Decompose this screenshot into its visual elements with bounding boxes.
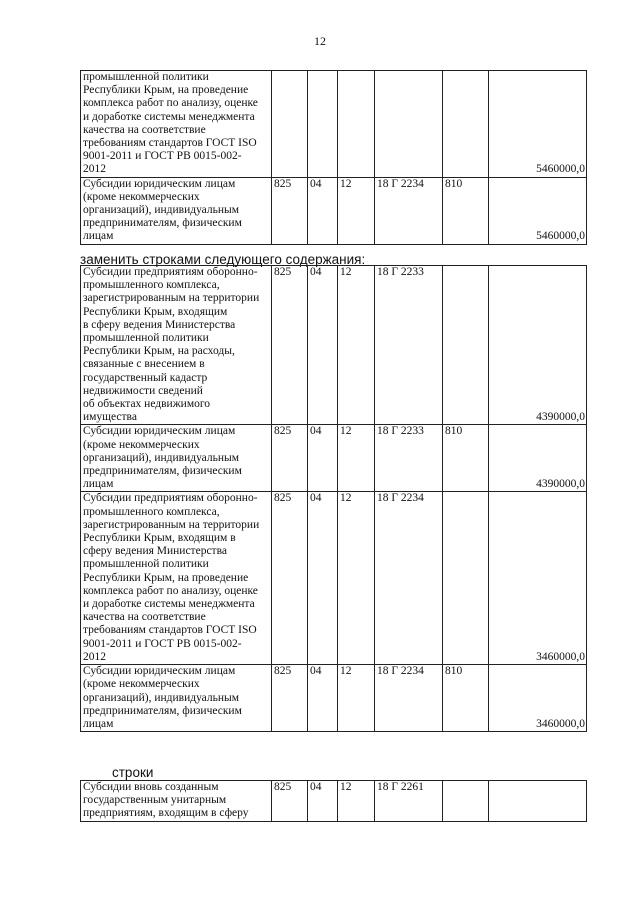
expense-type-cell: 810 bbox=[443, 425, 489, 492]
item-name-line: связанные с внесением в bbox=[83, 358, 205, 371]
grbs-code-cell: 825 bbox=[272, 266, 308, 425]
amount-cell: 4390000,0 bbox=[489, 266, 587, 425]
subsection-code-cell: 12 bbox=[338, 425, 375, 492]
target-article-cell: 18 Г 2234 bbox=[375, 177, 443, 244]
item-name-line: зарегистрированным на территории bbox=[83, 292, 260, 305]
item-name-line: Республики Крым, на проведение bbox=[83, 84, 249, 97]
grbs-code-cell: 825 bbox=[272, 781, 308, 822]
item-name-cell bbox=[81, 266, 272, 425]
item-name-line: 2012 bbox=[83, 650, 106, 663]
item-name-line: промышленной политики bbox=[83, 558, 209, 571]
amount-cell: 3460000,0 bbox=[489, 492, 587, 665]
table-row bbox=[81, 781, 587, 822]
item-name-line: лицам bbox=[83, 717, 114, 730]
section-code-cell: 04 bbox=[308, 425, 338, 492]
item-name-line: предприятиям, входящим в сферу bbox=[83, 807, 249, 820]
expense-type-cell bbox=[443, 71, 489, 178]
item-name-line: лицам bbox=[83, 478, 114, 491]
subsection-code-cell: 12 bbox=[338, 177, 375, 244]
amount-cell: 5460000,0 bbox=[489, 71, 587, 178]
item-name-cell bbox=[81, 425, 272, 492]
item-name-line: Субсидии юридическим лицам bbox=[83, 425, 236, 438]
section-code-cell: 04 bbox=[308, 665, 338, 732]
budget-table-replacement bbox=[80, 265, 587, 732]
item-name-line: сферу ведения Министерства bbox=[83, 545, 227, 558]
subsection-code-cell: 12 bbox=[338, 665, 375, 732]
section-code-cell: 04 bbox=[308, 781, 338, 822]
target-article-cell: 18 Г 2234 bbox=[375, 492, 443, 665]
expense-type-cell: 810 bbox=[443, 177, 489, 244]
item-name-line: (кроме некоммерческих bbox=[83, 190, 200, 203]
item-name-line: государственный кадастр bbox=[83, 371, 208, 384]
grbs-code-cell bbox=[272, 71, 308, 178]
item-name-line: предпринимателям, физическим bbox=[83, 217, 242, 230]
item-name-line: требованиям стандартов ГОСТ ISO bbox=[83, 624, 257, 637]
item-name-line: 9001-2011 и ГОСТ РВ 0015-002- bbox=[83, 637, 242, 650]
item-name-line: недвижимости сведений bbox=[83, 384, 203, 397]
expense-type-cell bbox=[443, 781, 489, 822]
item-name-line: организаций), индивидуальным bbox=[83, 691, 240, 704]
target-article-cell: 18 Г 2233 bbox=[375, 425, 443, 492]
item-name-line: комплекса работ по анализу, оценке bbox=[83, 584, 258, 597]
rows-instruction: строки bbox=[112, 765, 154, 780]
item-name-line: (кроме некоммерческих bbox=[83, 438, 200, 451]
item-name-line: лицам bbox=[83, 230, 114, 243]
item-name-line: промышленной политики bbox=[83, 332, 209, 345]
item-name-cell bbox=[81, 71, 272, 178]
item-name-line: (кроме некоммерческих bbox=[83, 678, 200, 691]
grbs-code-cell: 825 bbox=[272, 177, 308, 244]
item-name-line: Республики Крым, на расходы, bbox=[83, 345, 235, 358]
item-name-line: имущества bbox=[83, 411, 137, 424]
target-article-cell: 18 Г 2261 bbox=[375, 781, 443, 822]
item-name-line: качества на соответствие bbox=[83, 123, 206, 136]
item-name-line: Республики Крым, входящим в bbox=[83, 532, 236, 545]
section-code-cell: 04 bbox=[308, 177, 338, 244]
item-name-line: государственным унитарным bbox=[83, 794, 227, 807]
subsection-code-cell: 12 bbox=[338, 781, 375, 822]
amount-cell: 5460000,0 bbox=[489, 177, 587, 244]
item-name-line: промышленного комплекса, bbox=[83, 505, 220, 518]
item-name-line: и доработке системы менеджмента bbox=[83, 598, 255, 611]
amount-cell: 4390000,0 bbox=[489, 425, 587, 492]
target-article-cell: 18 Г 2234 bbox=[375, 665, 443, 732]
expense-type-cell: 810 bbox=[443, 665, 489, 732]
table-row bbox=[81, 492, 587, 665]
item-name-line: 2012 bbox=[83, 163, 106, 176]
subsection-code-cell: 12 bbox=[338, 266, 375, 425]
item-name-line: Субсидии юридическим лицам bbox=[83, 177, 236, 190]
item-name-line: Субсидии предприятиям оборонно- bbox=[83, 266, 258, 278]
item-name-line: 9001-2011 и ГОСТ РВ 0015-002- bbox=[83, 150, 242, 163]
item-name-line: Субсидии вновь созданным bbox=[83, 781, 219, 793]
item-name-line: промышленного комплекса, bbox=[83, 279, 220, 292]
subsection-code-cell: 12 bbox=[338, 492, 375, 665]
item-name-line: качества на соответствие bbox=[83, 611, 206, 624]
item-name-line: комплекса работ по анализу, оценке bbox=[83, 97, 258, 110]
table-row bbox=[81, 177, 587, 244]
table-row bbox=[81, 266, 587, 425]
amount-cell: 3460000,0 bbox=[489, 665, 587, 732]
grbs-code-cell: 825 bbox=[272, 492, 308, 665]
section-code-cell: 04 bbox=[308, 266, 338, 425]
item-name-line: Республики Крым, на проведение bbox=[83, 571, 249, 584]
expense-type-cell bbox=[443, 266, 489, 425]
item-name-line: организаций), индивидуальным bbox=[83, 204, 240, 217]
target-article-cell: 18 Г 2233 bbox=[375, 266, 443, 425]
budget-table-continued bbox=[80, 70, 587, 245]
item-name-line: Республики Крым, входящим bbox=[83, 305, 228, 318]
grbs-code-cell: 825 bbox=[272, 425, 308, 492]
item-name-line: требованиям стандартов ГОСТ ISO bbox=[83, 137, 257, 150]
item-name-line: и доработке системы менеджмента bbox=[83, 110, 255, 123]
expense-type-cell bbox=[443, 492, 489, 665]
item-name-line: предпринимателям, физическим bbox=[83, 465, 242, 478]
grbs-code-cell: 825 bbox=[272, 665, 308, 732]
item-name-line: организаций), индивидуальным bbox=[83, 451, 240, 464]
subsection-code-cell bbox=[338, 71, 375, 178]
section-code-cell bbox=[308, 71, 338, 178]
item-name-line: Субсидии юридическим лицам bbox=[83, 665, 236, 678]
target-article-cell bbox=[375, 71, 443, 178]
budget-table-next bbox=[80, 780, 587, 822]
item-name-line: предпринимателям, физическим bbox=[83, 704, 242, 717]
item-name-cell bbox=[81, 177, 272, 244]
page-number: 12 bbox=[314, 34, 326, 48]
item-name-line: об объектах недвижимого bbox=[83, 398, 211, 411]
table-row bbox=[81, 665, 587, 732]
item-name-line: в сферу ведения Министерства bbox=[83, 318, 236, 331]
table-row bbox=[81, 71, 587, 178]
item-name-line: Субсидии предприятиям оборонно- bbox=[83, 492, 258, 505]
item-name-cell bbox=[81, 781, 272, 822]
replace-instruction: заменить строками следующего содержания: bbox=[80, 252, 366, 267]
item-name-line: зарегистрированным на территории bbox=[83, 518, 260, 531]
item-name-cell bbox=[81, 492, 272, 665]
amount-cell bbox=[489, 781, 587, 822]
section-code-cell: 04 bbox=[308, 492, 338, 665]
table-row bbox=[81, 425, 587, 492]
item-name-line: промышленной политики bbox=[83, 71, 209, 83]
item-name-cell bbox=[81, 665, 272, 732]
